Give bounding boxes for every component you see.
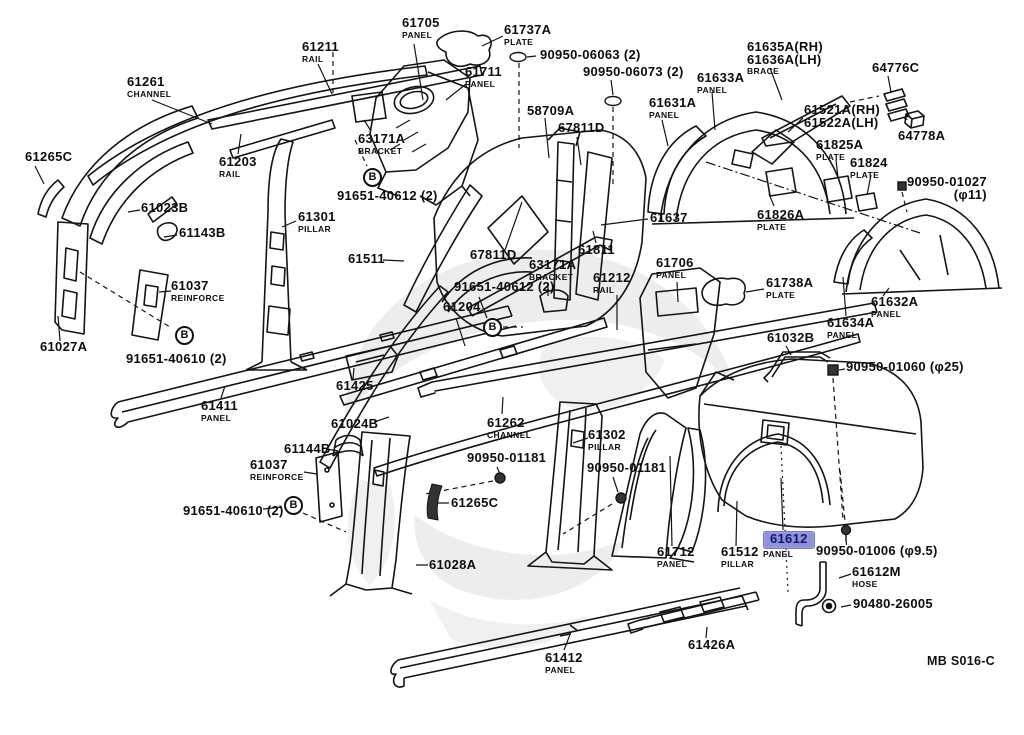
part-label-61511: 61511 <box>348 251 385 266</box>
part-label-61265c: 61265C <box>451 495 499 510</box>
part-label-61028a: 61028A <box>429 557 477 572</box>
part-label-90950060732: 90950-06073 (2) <box>583 64 684 79</box>
part-label-61411: 61411 PANEL <box>201 398 238 423</box>
part-label-61633a: 61633A PANEL <box>697 70 745 95</box>
part-label-909500100695: 90950-01006 (φ9.5) <box>816 543 938 558</box>
part-label-61265c: 61265C <box>25 149 73 164</box>
part-label-61737a: 61737A PLATE <box>504 22 552 47</box>
part-label-9095001027: 90950-01027 (φ11) <box>907 174 987 202</box>
part-label-63171a: 63171A BRACKET <box>358 131 406 156</box>
part-label-61204: 61204 <box>443 299 481 314</box>
part-label-909500106025: 90950-01060 (φ25) <box>846 359 964 374</box>
part-label-67811d: 67811D <box>470 247 517 262</box>
part-label-61301: 61301 PILLAR <box>298 209 336 234</box>
part-label-61037: 61037 REINFORCE <box>171 278 225 303</box>
part-label-61706: 61706 PANEL <box>656 255 694 280</box>
part-label-61512: 61512 PILLAR <box>721 544 759 569</box>
part-label-61262: 61262 CHANNEL <box>487 415 532 440</box>
part-label-64778a: 64778A <box>898 128 946 143</box>
part-label-61705: 61705 PANEL <box>402 15 440 40</box>
part-label-58709a: 58709A <box>527 103 575 118</box>
part-label-61612[interactable]: 61612 PANEL <box>763 530 815 559</box>
part-label-9095001181: 90950-01181 <box>587 460 667 475</box>
part-label-61412: 61412 PANEL <box>545 650 583 675</box>
part-label-67811d: 67811D <box>558 120 605 135</box>
part-label-9095001181: 90950-01181 <box>467 450 547 465</box>
part-label-61027a: 61027A <box>40 339 88 354</box>
part-label-61637: 61637 <box>650 210 688 225</box>
part-label-61711: 61711 PANEL <box>465 64 502 89</box>
fastener-symbol-b-icon: B <box>284 496 303 515</box>
part-label-61203: 61203 RAIL <box>219 154 257 179</box>
part-label-61712: 61712 PANEL <box>657 544 695 569</box>
part-label-61826a: 61826A PLATE <box>757 207 805 232</box>
part-label-61143b: 61143B <box>179 225 226 240</box>
part-label-91651406122: 91651-40612 (2) <box>454 279 555 294</box>
part-label-61212: 61212 RAIL <box>593 270 631 295</box>
fastener-symbol-b-icon: B <box>175 326 194 345</box>
fastener-symbol-b-icon: B <box>483 318 502 337</box>
part-label-61825a: 61825A PLATE <box>816 137 864 162</box>
part-label-61425: 61425 <box>336 378 374 393</box>
part-label-9048026005: 90480-26005 <box>853 596 933 611</box>
fastener-symbol-b-icon: B <box>363 168 382 187</box>
part-label-61037: 61037 REINFORCE <box>250 457 304 482</box>
part-label-61631a: 61631A PANEL <box>649 95 697 120</box>
part-label-91651406102: 91651-40610 (2) <box>183 503 284 518</box>
part-label-61211: 61211 RAIL <box>302 39 339 64</box>
part-label-64776c: 64776C <box>872 60 920 75</box>
part-label-61261: 61261 CHANNEL <box>127 74 172 99</box>
part-label-91651406102: 91651-40610 (2) <box>126 351 227 366</box>
part-label-61632a: 61632A PANEL <box>871 294 919 319</box>
part-label-61302: 61302 PILLAR <box>588 427 626 452</box>
part-label-61824: 61824 PLATE <box>850 155 888 180</box>
part-label-61023b: 61023B <box>141 200 189 215</box>
part-label-61635arh: 61635A(RH) 61636A(LH) BRACE <box>747 39 823 76</box>
part-label-61634a: 61634A PANEL <box>827 315 875 340</box>
part-label-61811: 61811 <box>578 242 615 257</box>
part-label-61521arh: 61521A(RH) 61522A(LH) <box>804 102 880 130</box>
part-label-61144b: 61144B <box>284 441 331 456</box>
drawing-code: MB S016-C <box>927 654 995 668</box>
part-label-61426a: 61426A <box>688 637 736 652</box>
part-label-90950060632: 90950-06063 (2) <box>540 47 641 62</box>
part-label-91651406122: 91651-40612 (2) <box>337 188 438 203</box>
part-label-61032b: 61032B <box>767 330 815 345</box>
part-label-61612m: 61612M HOSE <box>852 564 901 589</box>
part-label-61738a: 61738A PLATE <box>766 275 814 300</box>
part-label-63171a: 63171A BRACKET <box>529 257 577 282</box>
part-label-61024b: 61024B <box>331 416 379 431</box>
